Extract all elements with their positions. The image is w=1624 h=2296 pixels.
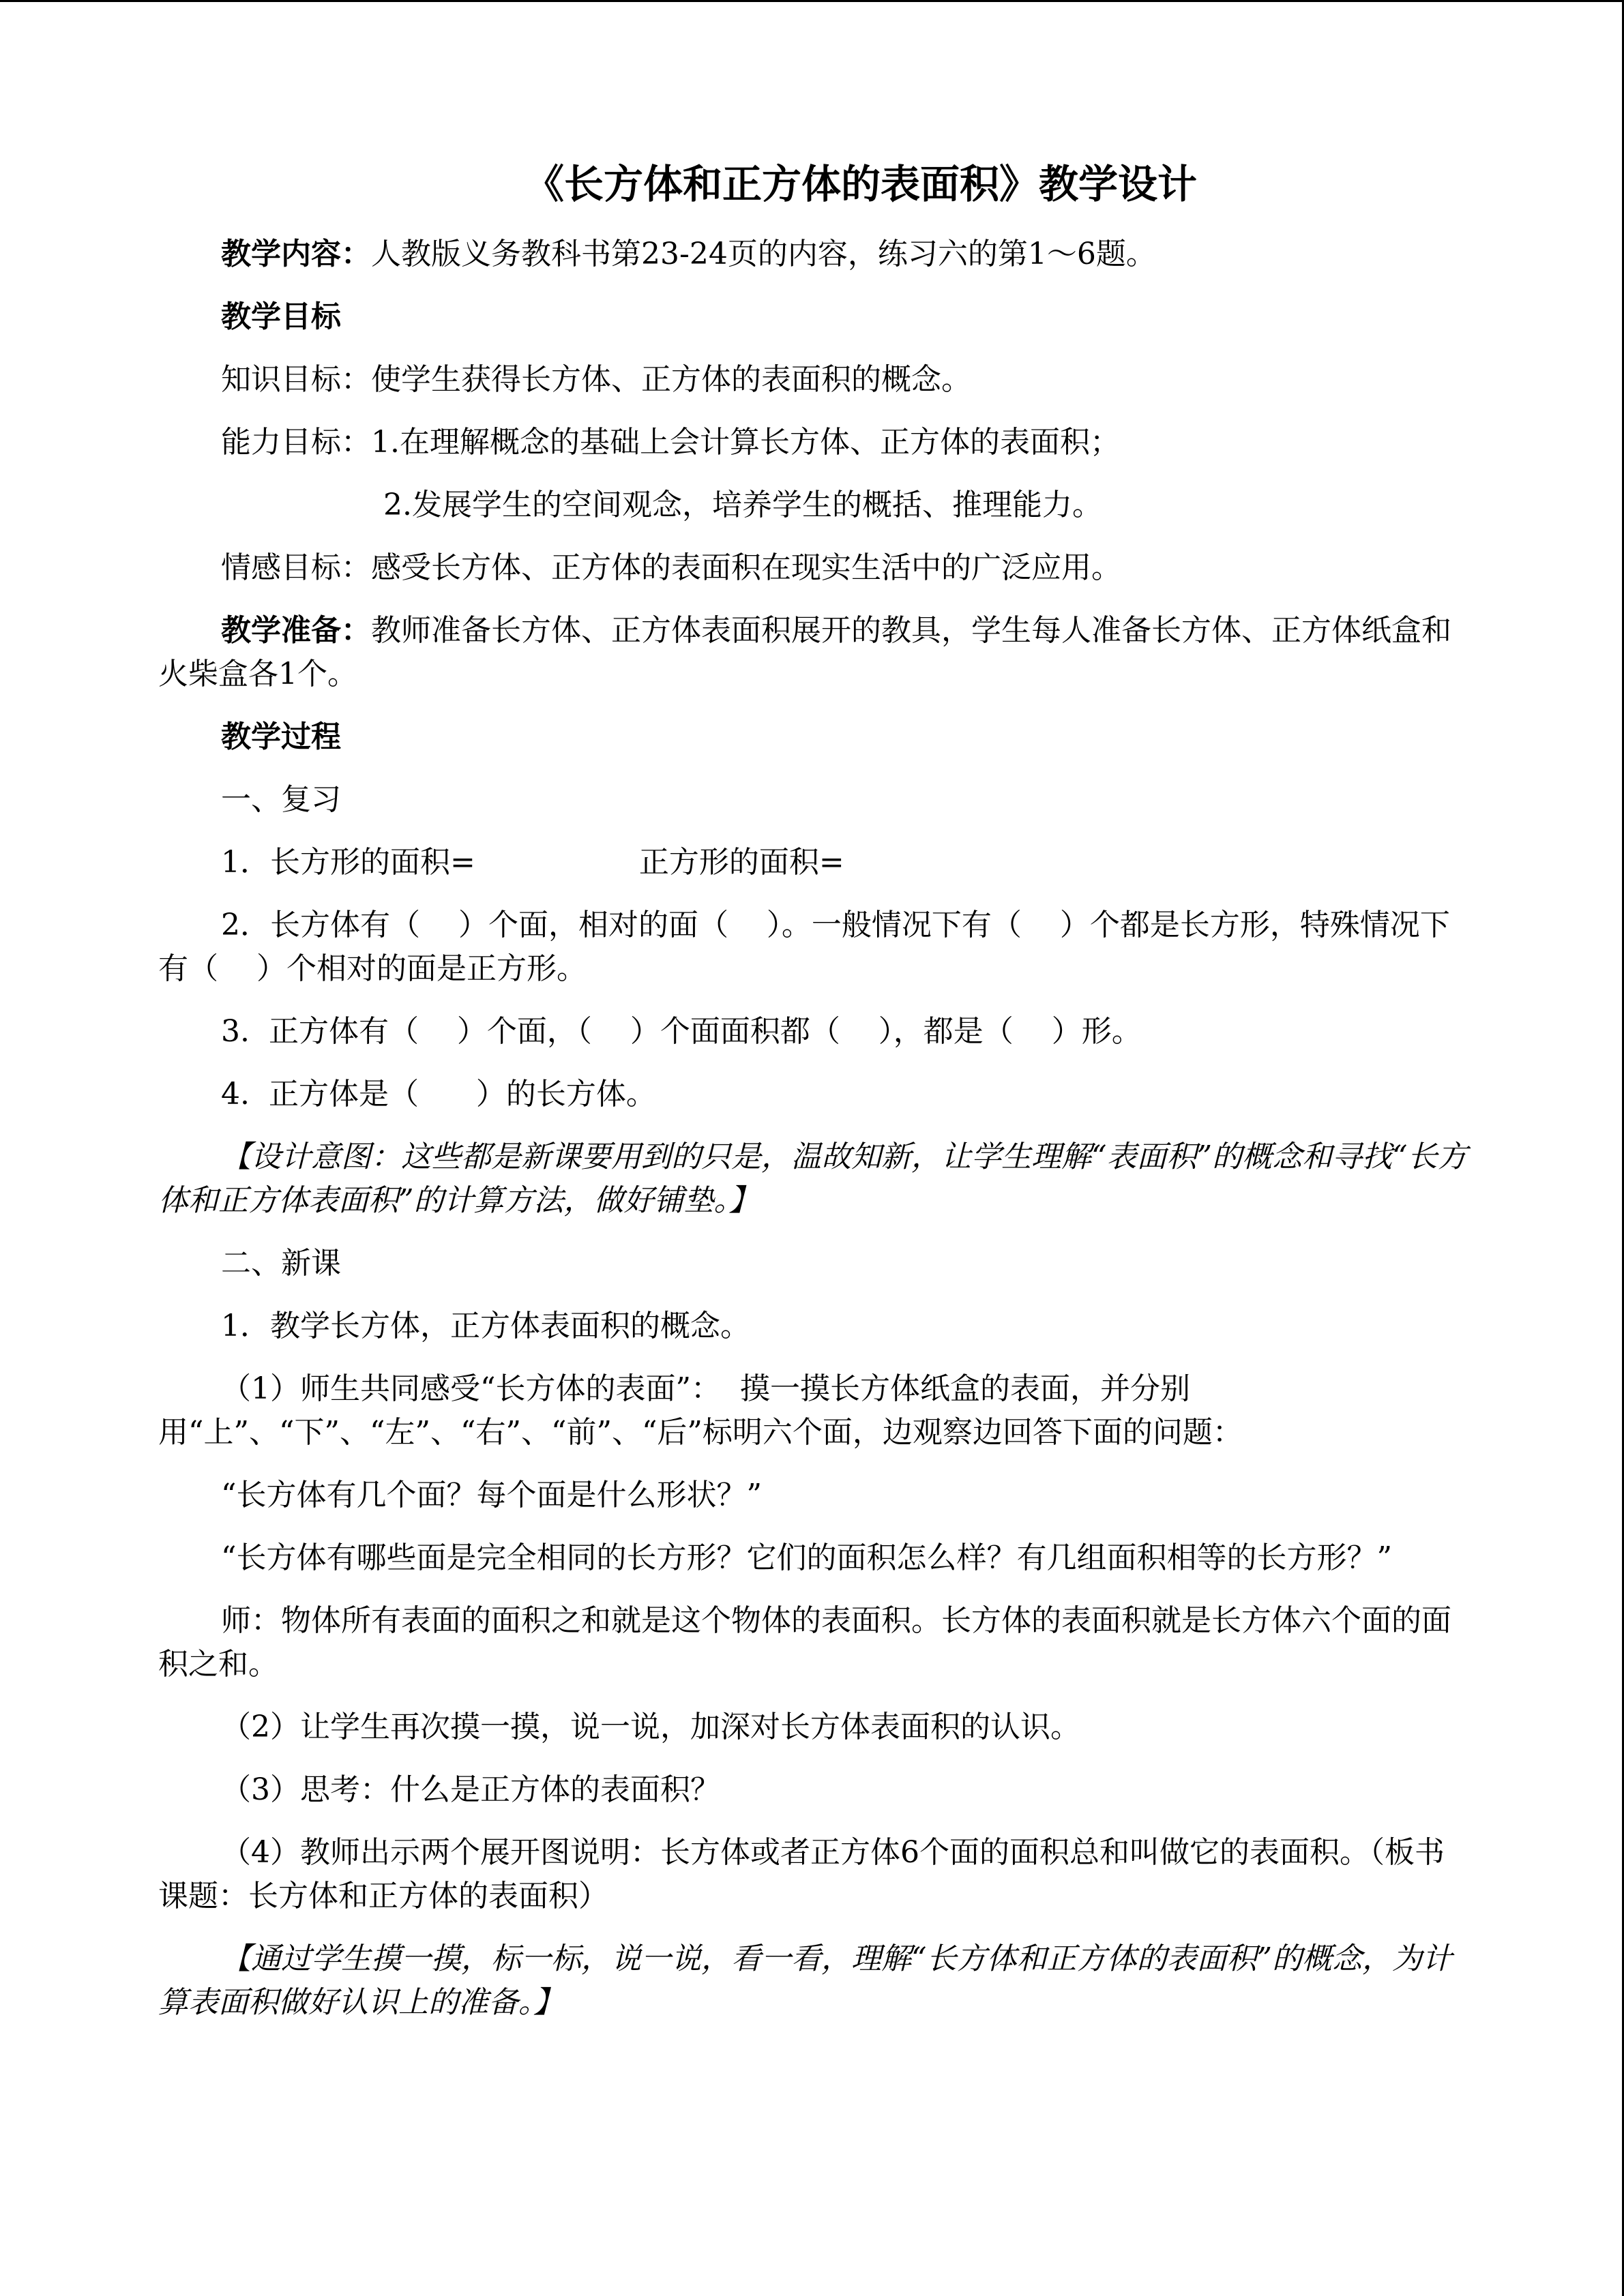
goal-emotion: 情感目标：感受长方体、正方体的表面积在现实生活中的广泛应用。	[221, 550, 1121, 585]
new-lesson-step-4: （4）教师出示两个展开图说明：长方体或者正方体6个面的面积总和叫做它的表面积。（板书课题：长方体和正方体的表面积）	[158, 1835, 1445, 1913]
goal-ability-1: 能力目标：1.在理解概念的基础上会计算长方体、正方体的表面积；	[221, 425, 1120, 460]
document-title: 《长方体和正方体的表面积》教学设计	[524, 161, 1197, 207]
new-lesson-quote-1: “长方体有几个面？每个面是什么形状？”	[221, 1478, 762, 1512]
review-q4: 4. 正方体是（ ）的长方体。	[221, 1077, 656, 1112]
teaching-prep-label: 教学准备：	[221, 613, 371, 648]
new-lesson-step-1: （1）师生共同感受“长方体的表面”： 摸一摸长方体纸盒的表面，并分别用“上”、“下”、“左”、“右”、“前”、“后”标明六个面，边观察边回答下面的问题：	[158, 1371, 1243, 1450]
review-q1-square: 正方形的面积=	[638, 845, 844, 880]
teaching-content	[158, 233, 1468, 276]
goals-heading: 教学目标	[221, 299, 341, 334]
new-lesson-teacher: 师：物体所有表面的面积之和就是这个物体的表面积。长方体的表面积就是长方体六个面的面积之和。	[158, 1603, 1451, 1682]
new-lesson-item-1: 1．教学长方体，正方体表面积的概念。	[221, 1309, 750, 1343]
teaching-content-text: 人教版义务教科书第23-24页的内容，练习六的第1～6题。	[371, 237, 1156, 271]
teaching-content-label: 教学内容：	[221, 237, 371, 271]
document-body	[158, 153, 1468, 2025]
page-top-border	[0, 0, 1624, 5]
goal-ability-2: 2.发展学生的空间观念，培养学生的概括、推理能力。	[383, 488, 1102, 522]
review-q3: 3. 正方体有（ ）个面，（ ）个面面积都（ ），都是（ ）形。	[221, 1014, 1142, 1049]
review-q1-rect: 1．长方形的面积=	[221, 845, 475, 880]
new-lesson-quote-2: “长方体有哪些面是完全相同的长方形？它们的面积怎么样？有几组面积相等的长方形？”	[221, 1540, 1392, 1575]
new-lesson-heading: 二、新课	[221, 1246, 341, 1281]
new-lesson-step-3: （3）思考：什么是正方体的表面积？	[221, 1772, 720, 1807]
review-q1	[158, 841, 1468, 884]
new-lesson-design-intent: 【通过学生摸一摸，标一标，说一说，看一看，理解“长方体和正方体的表面积”的概念，为计算表面积做好认识上的准备。】	[158, 1941, 1452, 2020]
review-q2: 2．长方体有（ ）个面，相对的面（ ）。一般情况下有（ ）个都是长方形，特殊情况下有（ ）个相对的面是正方形。	[158, 908, 1450, 986]
page-right-border	[1619, 0, 1624, 2296]
review-heading: 一、复习	[221, 782, 341, 817]
new-lesson-step-2: （2）让学生再次摸一摸，说一说，加深对长方体表面积的认识。	[221, 1710, 1080, 1744]
goal-knowledge: 知识目标：使学生获得长方体、正方体的表面积的概念。	[221, 362, 971, 397]
teaching-prep	[158, 609, 1468, 696]
review-design-intent: 【设计意图：这些都是新课要用到的只是，温故知新，让学生理解“表面积”的概念和寻找“长方体和正方体表面积”的计算方法，做好铺垫。】	[158, 1139, 1468, 1218]
process-heading: 教学过程	[221, 719, 341, 754]
teaching-prep-text: 教师准备长方体、正方体表面积展开的教具，学生每人准备长方体、正方体纸盒和火柴盒各1个。	[158, 613, 1451, 691]
